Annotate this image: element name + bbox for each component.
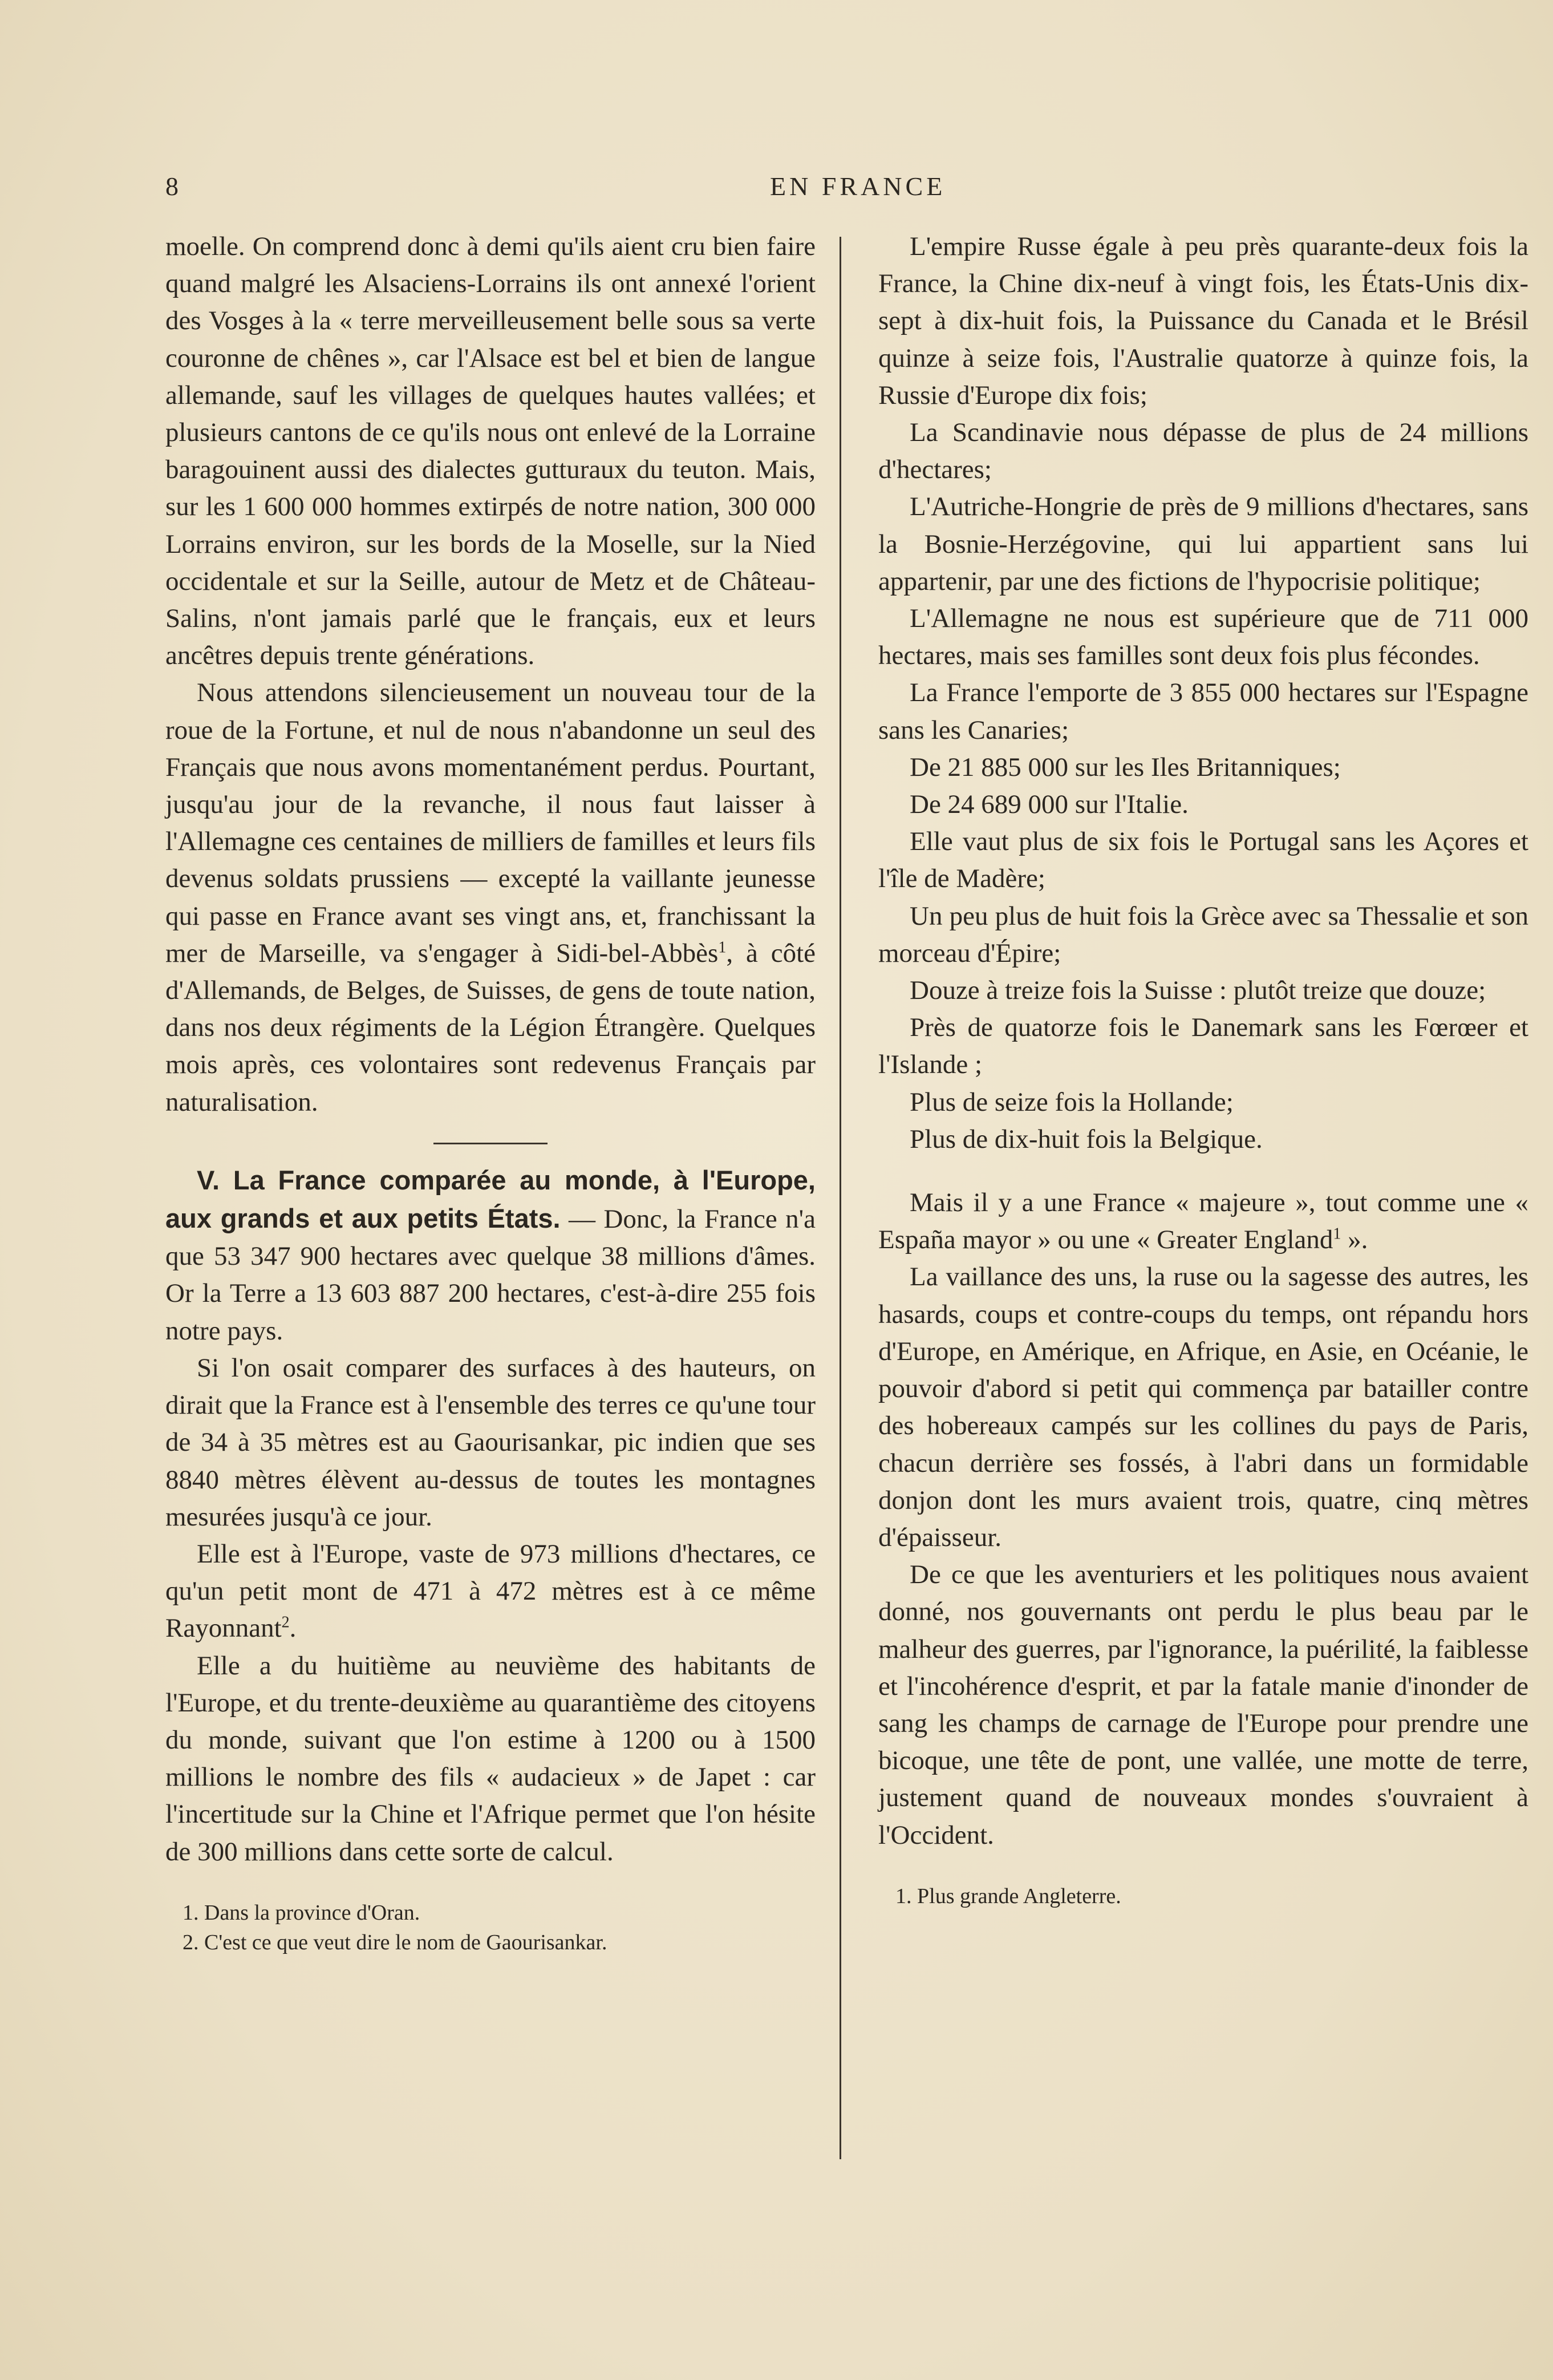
footnote-ref: 1 [718, 938, 727, 957]
page-number: 8 [165, 172, 180, 201]
section-heading: V. La France comparée au monde, à l'Europe, aux grands et aux petits États. [165, 1164, 816, 1234]
running-title: EN FRANCE [770, 172, 946, 201]
paragraph: Plus de dix-huit fois la Belgique. [910, 1124, 1263, 1154]
paragraph: Un peu plus de huit fois la Grèce avec sa Thessalie et son morceau d'Épire; [878, 901, 1528, 968]
right-column [878, 228, 1528, 1911]
column-rule [840, 237, 841, 2159]
paragraph: Mais il y a une France « majeure », tout comme une « España mayor » ou une « Greater England$^1$ ». [878, 1188, 1528, 1255]
paragraph: Plus de seize fois la Hollande; [910, 1087, 1234, 1117]
footnotes [165, 1898, 816, 1957]
paragraph: Elle vaut plus de six fois le Portugal sans les Açores et l'île de Madère; [878, 827, 1528, 894]
section-divider [433, 1143, 548, 1144]
paragraph: Nous attendons silencieusement un nouveau tour de la roue de la Fortune, et nul de nous n'abandonne un seul des Français que nous avons momentanément perdus. Pourtant, jusqu'au jour de la revanche, il nous faut laisser à l'Allemagne ces centaines de milliers de familles et leurs fils devenus soldats prussiens — excepté la vaillante jeunesse qui passe en France avant ses vingt ans, et, franchissant la mer de Marseille, va s'engager à Sidi-bel-Abbès$^1$, à côté d'Allemands, de Belges, de Suisses, de gens de toute nation, dans nos deux régiments de la Légion Étrangère. Quelques mois après, ces volontaires sont redevenus Français par naturalisation. [165, 678, 816, 1117]
paragraph: De ce que les aventuriers et les politiques nous avaient donné, nos gouvernants ont perdu le plus beau par le malheur des guerres, par l'ignorance, la puérilité, la faiblesse et l'incohérence d'esprit, et par la fatale manie d'inonder de sang les champs de carnage de l'Europe pour prendre une bicoque, une tête de pont, une vallée, une motte de terre, justement quand de nouveaux mondes s'ouvraient à l'Occident. [878, 1560, 1528, 1850]
paragraph: La vaillance des uns, la ruse ou la sagesse des autres, les hasards, coups et contre-coups du temps, ont répandu hors d'Europe, en Amérique, en Afrique, en Asie, en Océanie, le pouvoir d'abord si petit qui commença par batailler contre des hobereaux campés sur les collines du pays de Paris, chacun derrière ses fossés, à l'abri dans un formidable donjon dont les murs avaient trois, quatre, cinq mètres d'épaisseur. [878, 1262, 1528, 1552]
page-header [165, 171, 1534, 211]
paragraph: Elle est à l'Europe, vaste de 973 millions d'hectares, ce qu'un petit mont de 471 à 472 mètres est à ce même Rayonnant$^2$. [165, 1539, 816, 1644]
footnote: 1. Dans la province d'Oran. [183, 1900, 420, 1925]
paragraph: De 24 689 000 sur l'Italie. [910, 790, 1189, 820]
paragraph: La France l'emporte de 3 855 000 hectares sur l'Espagne sans les Canaries; [878, 678, 1528, 745]
footnote: 1. Plus grande Angleterre. [895, 1884, 1121, 1908]
paragraph: L'Allemagne ne nous est supérieure que de 711 000 hectares, mais ses familles sont deux fois plus fécondes. [878, 604, 1528, 671]
footnotes [878, 1881, 1528, 1911]
footnote: 2. C'est ce que veut dire le nom de Gaourisankar. [183, 1930, 607, 1954]
paragraph: Si l'on osait comparer des surfaces à des hauteurs, on dirait que la France est à l'ensemble des terres ce qu'une tour de 34 à 35 mètres est au Gaourisankar, pic indien que ses 8840 mètres élèvent au-dessus de toutes les montagnes mesurées jusqu'à ce jour. [165, 1353, 816, 1532]
footnote-ref: 1 [1333, 1225, 1341, 1243]
paragraph: moelle. On comprend donc à demi qu'ils aient cru bien faire quand malgré les Alsaciens-Lorrains ils ont annexé l'orient des Vosges à la « terre merveilleusement belle sous sa verte couronne de chênes », car l'Alsace est bel et bien de langue allemande, sauf les villages de quelques hautes vallées; et plusieurs cantons de ce qu'ils nous ont enlevé de la Lorraine baragouinent aussi des dialectes gutturaux du teuton. Mais, sur les 1 600 000 hommes extirpés de notre nation, 300 000 Lorrains environ, sur les bords de la Moselle, sur la Nied occidentale et sur la Seille, autour de Metz et de Château-Salins, n'ont jamais parlé que le français, eux et leurs ancêtres depuis trente générations. [165, 232, 816, 671]
paragraph: L'empire Russe égale à peu près quarante-deux fois la France, la Chine dix-neuf à vingt fois, les États-Unis dix-sept à dix-huit fois, la Puissance du Canada et le Brésil quinze à seize fois, l'Australie quatorze à quinze fois, la Russie d'Europe dix fois; [878, 232, 1528, 410]
left-column [165, 228, 816, 1957]
paragraph: La Scandinavie nous dépasse de plus de 24 millions d'hectares; [878, 418, 1528, 485]
paragraph: De 21 885 000 sur les Iles Britanniques; [910, 752, 1341, 782]
section-paragraph: V. La France comparée au monde, à l'Europe, aux grands et aux petits États. — Donc, la France n'a que 53 347 900 hectares avec quelque 38 millions d'âmes. Or la Terre a 13 603 887 200 hectares, c'est-à-dire 255 fois notre pays. [165, 1164, 816, 1346]
paragraph: Elle a du huitième au neuvième des habitants de l'Europe, et du trente-deuxième au quarantième des citoyens du monde, suivant que l'on estime à 1200 ou à 1500 millions le nombre des fils « audacieux » de Japet : car l'incertitude sur la Chine et l'Afrique permet que l'on hésite de 300 millions dans cette sorte de calcul. [165, 1650, 816, 1867]
paragraph: L'Autriche-Hongrie de près de 9 millions d'hectares, sans la Bosnie-Herzégovine, qui lui appartient sans lui appartenir, par une des fictions de l'hypocrisie politique; [878, 492, 1528, 596]
footnote-ref: 2 [281, 1613, 290, 1632]
spacer [878, 1158, 1528, 1184]
paragraph: Douze à treize fois la Suisse : plutôt treize que douze; [910, 976, 1486, 1006]
paragraph: Près de quatorze fois le Danemark sans les Fœrœer et l'Islande ; [878, 1013, 1528, 1080]
